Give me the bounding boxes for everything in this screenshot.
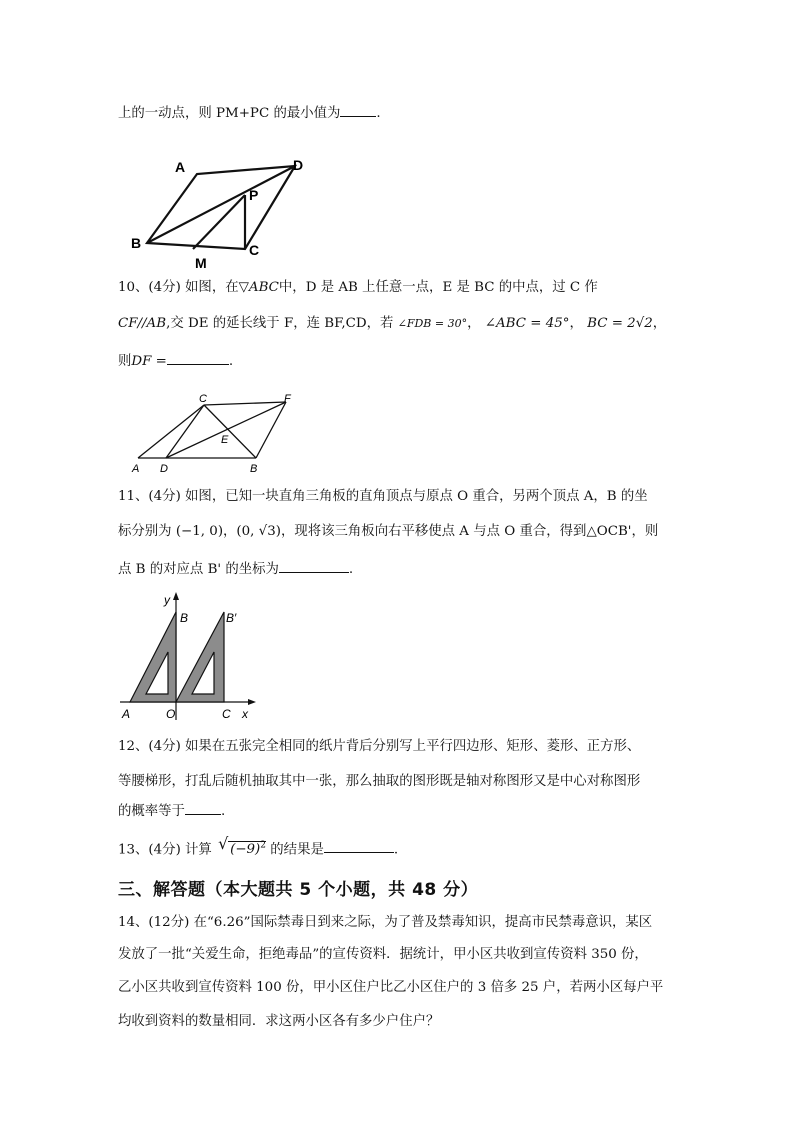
q13-exponent: 2 — [260, 841, 267, 851]
q10-end: . — [228, 354, 234, 369]
q10-line2: CF//AB,交 DE 的延长线于 F，连 BF,CD，若 ∠FDB = 30°， ∠ABC = 45°， BC = 2√2， — [118, 316, 667, 331]
q10-triangle: ▽ABC — [238, 280, 279, 295]
q11-label-O: O — [166, 707, 176, 721]
q11-figure — [118, 590, 263, 725]
q12-answer-blank[interactable] — [185, 801, 221, 815]
q10-bc-length: BC = 2√2 — [587, 316, 653, 331]
q12-line1: 12、(4分) 如果在五张完全相同的纸片背后分别写上平行四边形、矩形、菱形、正方形、 — [118, 739, 641, 754]
q10-label-B: B — [250, 463, 258, 475]
q10-parallel: CF//AB — [118, 316, 167, 331]
q14-line4: 均收到资料的数量相同．求这两小区各有多少户住户？ — [118, 1014, 440, 1029]
q10-line1 — [118, 278, 598, 298]
q13-question: 的结果是 — [270, 842, 324, 858]
q11-line2: 标分别为 (−1, 0)，(0, √3)，现将该三角板向右平移使点 A 与点 O 重合，得到△OCB'，则 — [118, 524, 659, 539]
sqrt-sign-icon: √ — [218, 834, 229, 853]
q9-label-P: P — [249, 187, 259, 203]
q11-answer-blank[interactable] — [279, 559, 349, 573]
q10-label-D: D — [160, 463, 168, 475]
q12-line3 — [118, 801, 225, 822]
q13-sqrt-expression — [218, 836, 266, 860]
q10-label-F: F — [284, 393, 291, 405]
q13-answer-blank[interactable] — [324, 839, 394, 853]
q11-line3 — [118, 559, 353, 580]
q9-label-D: D — [293, 157, 304, 173]
q10-intro: 10、(4分) 如图，在 — [118, 280, 239, 295]
q11-label-A: A — [122, 707, 131, 721]
q9-text — [118, 103, 381, 124]
q10-intro-b: 中，D 是 AB 上任意一点，E 是 BC 的中点，过 C 作 — [278, 280, 598, 295]
q10-line2-text: ,交 DE 的延长线于 F，连 BF,CD，若 — [166, 316, 394, 331]
q11-label-B: B — [180, 611, 189, 625]
q12-end: . — [220, 804, 226, 819]
q9-label-B: B — [131, 235, 142, 251]
q9-parallelogram-figure — [125, 152, 315, 272]
q11-end: . — [348, 562, 354, 577]
q14-line3: 乙小区共收到宣传资料 100 份，甲小区住户比乙小区住户的 3 倍多 25 户，若两小区每户平 — [118, 980, 664, 995]
q10-angle-fdb: ∠FDB = 30° — [397, 317, 468, 330]
q13-end: . — [393, 842, 399, 858]
q10-label-C: C — [199, 393, 207, 405]
q11-question: 点 B 的对应点 B' 的坐标为 — [118, 562, 279, 577]
section-heading: 三、解答题（本大题共 5 个小题，共 48 分） — [118, 880, 479, 900]
q11-line1: 11、(4分) 如图，已知一块直角三角板的直角顶点与原点 O 重合，另两个顶点 A，B 的坐 — [118, 489, 648, 504]
q10-figure — [128, 390, 308, 476]
q14-line1: 14、(12分) 在“6.26”国际禁毒日到来之际，为了普及禁毒知识，提高市民禁毒意识，某区 — [118, 915, 653, 930]
q10-line3 — [118, 351, 233, 372]
q13-radicand: (−9) — [230, 842, 261, 858]
q9-label-A: A — [175, 159, 186, 175]
q11-label-x: x — [242, 707, 248, 721]
q13-line — [118, 836, 398, 860]
q10-answer-blank[interactable] — [167, 351, 229, 365]
q9-end: . — [376, 106, 381, 121]
q11-label-Bprime: B′ — [226, 611, 237, 625]
q11-label-C: C — [222, 707, 231, 721]
q13-intro: 13、(4分) 计算 — [118, 842, 212, 858]
q9-label-C: C — [249, 242, 260, 258]
q10-df: DF = — [131, 354, 167, 369]
q9-tail: 上的一动点，则 PM+PC 的最小值为 — [118, 106, 341, 121]
q12-line2: 等腰梯形，打乱后随机抽取其中一张，那么抽取的图形既是轴对称图形又是中心对称图形 — [118, 774, 641, 789]
q14-line2: 发放了一批“关爱生命，拒绝毒品”的宣传资料．据统计，甲小区共收到宣传资料 350 份， — [118, 947, 648, 962]
q11-label-y: y — [164, 593, 170, 607]
q10-then: 则 — [118, 354, 132, 369]
q9-answer-blank[interactable] — [340, 103, 376, 117]
q10-label-A: A — [132, 463, 140, 475]
q9-label-M: M — [195, 255, 207, 271]
q10-label-E: E — [221, 434, 229, 446]
q12-question: 的概率等于 — [118, 804, 185, 819]
q10-angle-abc: ∠ABC = 45° — [484, 316, 570, 331]
